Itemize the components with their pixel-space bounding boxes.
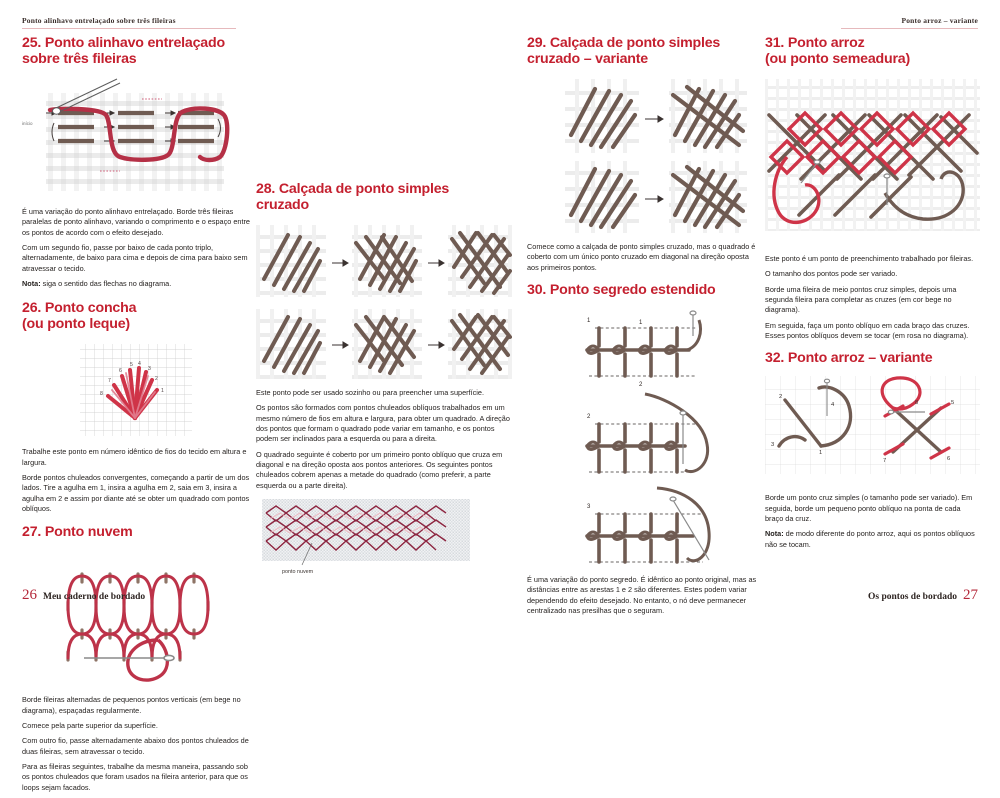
fig30-step-3: 3 [587, 503, 591, 510]
footer-right [868, 587, 978, 604]
section-32-title: 32. Ponto arroz – variante [765, 350, 933, 367]
section-26-paragraph-2: Borde pontos chuleados convergentes, começando a partir de um dos lados. Tire a agulha em 1, insira a agulha em 2, saia em 3, insira a agulha em 2 e assim por diante até se obter um quadrado com pontos oblíquos. [22, 472, 250, 513]
section-26-title-line1: 26. Ponto concha [22, 300, 137, 317]
figure-section-31 [765, 75, 980, 247]
section-27-paragraph-2: Comece pela parte superior da superfície. [22, 720, 158, 730]
fig26-num-6: 6 [119, 368, 122, 375]
section-31-paragraph-1: Este ponto é um ponto de preenchimento trabalhado por fileiras. [765, 253, 974, 263]
column-4 [765, 36, 980, 555]
running-head-left: Ponto alinhavo entrelaçado sobre três fileiras [22, 16, 236, 29]
fig32-num-5: 5 [951, 400, 955, 407]
section-30-paragraph-1: É uma variação do ponto segredo. É idêntico ao ponto original, mas as distâncias entre as arestas 1 e 2 são diferentes. Estes podem variar dependendo do efeito desejado. No entanto, o nó deve permanecer centralizado nas presilhas que o seguram. [527, 574, 757, 615]
fig26-num-7: 7 [108, 378, 111, 385]
folio-left: 26 [22, 587, 37, 603]
fig26-num-2: 2 [155, 376, 158, 383]
section-27-paragraph-1: Borde fileiras alternadas de pequenos pontos verticais (em bege no diagrama), espaçadas regularmente. [22, 695, 241, 715]
figure-section-32 [765, 374, 980, 486]
fig26-num-4: 4 [138, 361, 141, 368]
section-31-title [765, 36, 980, 68]
section-29-title-line1: 29. Calçada de ponto simples [527, 35, 721, 51]
section-29-paragraph-1: Comece como a calçada de ponto simples cruzado, mas o quadrado é coberto com um único ponto cruzado em diagonal na direção oposta aos primeiros pontos. [527, 241, 756, 272]
section-32-paragraph-1: Borde um ponto cruz simples (o tamanho pode ser variado). Em seguida, borde um pequeno ponto oblíquo na ponta de cada braço da cruz. [765, 493, 973, 523]
section-30-title: 30. Ponto segredo estendido [527, 281, 716, 298]
diagram-start-label: início [22, 120, 33, 126]
figure-section-30 [527, 306, 759, 568]
fig26-num-1: 1 [161, 388, 164, 395]
fig30-step-2: 2 [587, 413, 591, 420]
section-32-note-text: de modo diferente do ponto arroz, aqui os pontos oblíquos não se tocam. [765, 529, 975, 549]
fig32-num-6: 6 [947, 456, 951, 463]
fig30-step-1: 1 [587, 317, 591, 324]
section-32-note-label: Nota: [765, 529, 784, 539]
footer-left [22, 587, 145, 604]
section-28-title [256, 182, 514, 214]
column-3 [527, 36, 759, 621]
figure-section-25 [22, 75, 250, 200]
photo-ponto-nuvem [256, 497, 514, 577]
running-head-right: Ponto arroz – variante [841, 16, 978, 29]
section-26-paragraph-1: Trabalhe este ponto em número idêntico de fios do tecido em altura e largura. [22, 447, 247, 467]
section-29-title [527, 36, 759, 68]
figure-section-26 [22, 340, 250, 440]
section-31-title-line1: 31. Ponto arroz [765, 35, 865, 51]
section-25-title: 25. Ponto alinhavo entrelaçado sobre três fileiras [22, 35, 225, 67]
section-28-paragraph-1: Este ponto pode ser usado sozinho ou para preencher uma superfície. [256, 387, 484, 397]
fig30-num-2: 2 [639, 381, 643, 388]
fig26-num-3: 3 [148, 366, 151, 373]
section-31-paragraph-4: Em seguida, faça um ponto oblíquo em cada braço das cruzes. Esses pontos oblíquos devem se tocar (em rosa no diagrama). [765, 320, 970, 340]
fig26-num-5: 5 [130, 362, 133, 369]
figure-section-27 [22, 548, 250, 688]
section-25-note-label: Nota: [22, 278, 41, 288]
section-25-paragraph-1: É uma variação do ponto alinhavo entrelaçado. Borde três fileiras paralelas de ponto alinhavo, variando o comprimento e o espaço entre os pontos de acordo com o efeito desejado. [22, 206, 250, 237]
section-27-title: 27. Ponto nuvem [22, 524, 133, 541]
column-1 [22, 36, 250, 798]
folio-right: 27 [963, 587, 978, 603]
section-29-title-line2: cruzado – variante [527, 50, 648, 67]
section-25-note-text: siga o sentido das flechas no diagrama. [40, 278, 172, 288]
footer-title-right: Os pontos de bordado [868, 592, 957, 602]
fig32-num-2: 2 [779, 394, 783, 401]
section-25-note [22, 279, 250, 289]
fig26-num-8: 8 [100, 391, 103, 398]
fig32-num-1: 1 [819, 450, 823, 457]
fig30-num-1: 1 [639, 319, 643, 326]
section-28-title-line2: cruzado [256, 196, 309, 213]
section-28-title-line1: 28. Calçada de ponto simples [256, 181, 450, 197]
section-32-note [765, 529, 980, 550]
fig32-num-3: 3 [771, 442, 775, 449]
figure-section-28 [256, 221, 514, 381]
fig32-num-4: 4 [831, 402, 835, 409]
section-27-paragraph-4: Para as fileiras seguintes, trabalhe da mesma maneira, passando sob os pontos chuleados que foram usados na fileira anterior, para que os loops sejam facados. [22, 762, 248, 792]
section-27-paragraph-3: Com outro fio, passe alternadamente abaixo dos pontos chuleados de duas fileiras, sem atravessar o tecido. [22, 736, 249, 756]
photo-caption-ponto-nuvem: ponto nuvem [282, 569, 314, 576]
section-26-title-line2: (ou ponto leque) [22, 316, 130, 333]
footer-title-left: Meu caderno de bordado [43, 592, 146, 602]
section-26-title [22, 301, 250, 333]
fig32-num-7: 7 [883, 458, 887, 465]
section-28-paragraph-2: Os pontos são formados com pontos chuleados oblíquos trabalhados em um mesmo número de fios em altura e largura, para obter um quadrado. A direção dos pontos que formam o quadrado pode variar em tamanho, e os pontos podem ser inclinados para a esquerda ou para a direita. [256, 403, 510, 444]
section-31-title-line2: (ou ponto semeadura) [765, 50, 910, 67]
section-31-paragraph-3: Borde uma fileira de meio pontos cruz simples, depois uma segunda fileira para completar as cruzes (em cor bege no diagrama). [765, 284, 957, 315]
section-25-paragraph-2: Com um segundo fio, passe por baixo de cada ponto triplo, alternadamente, de baixo para cima e depois de cima para baixo sem atravessar o tecido. [22, 242, 248, 273]
figure-section-29 [527, 75, 759, 235]
fig32-num-8: 8 [915, 400, 919, 407]
section-31-paragraph-2: O tamanho dos pontos pode ser variado. [765, 269, 898, 279]
section-28-paragraph-3: O quadrado seguinte é coberto por um primeiro ponto oblíquo que cruza em diagonal e na direção oposta aos pontos anteriores. Os seguintes pontos chuleados cobrem apenas a metade do quadrado (como preferir, a parte esquerda ou a parte direita). [256, 449, 503, 490]
column-2 [256, 182, 514, 584]
